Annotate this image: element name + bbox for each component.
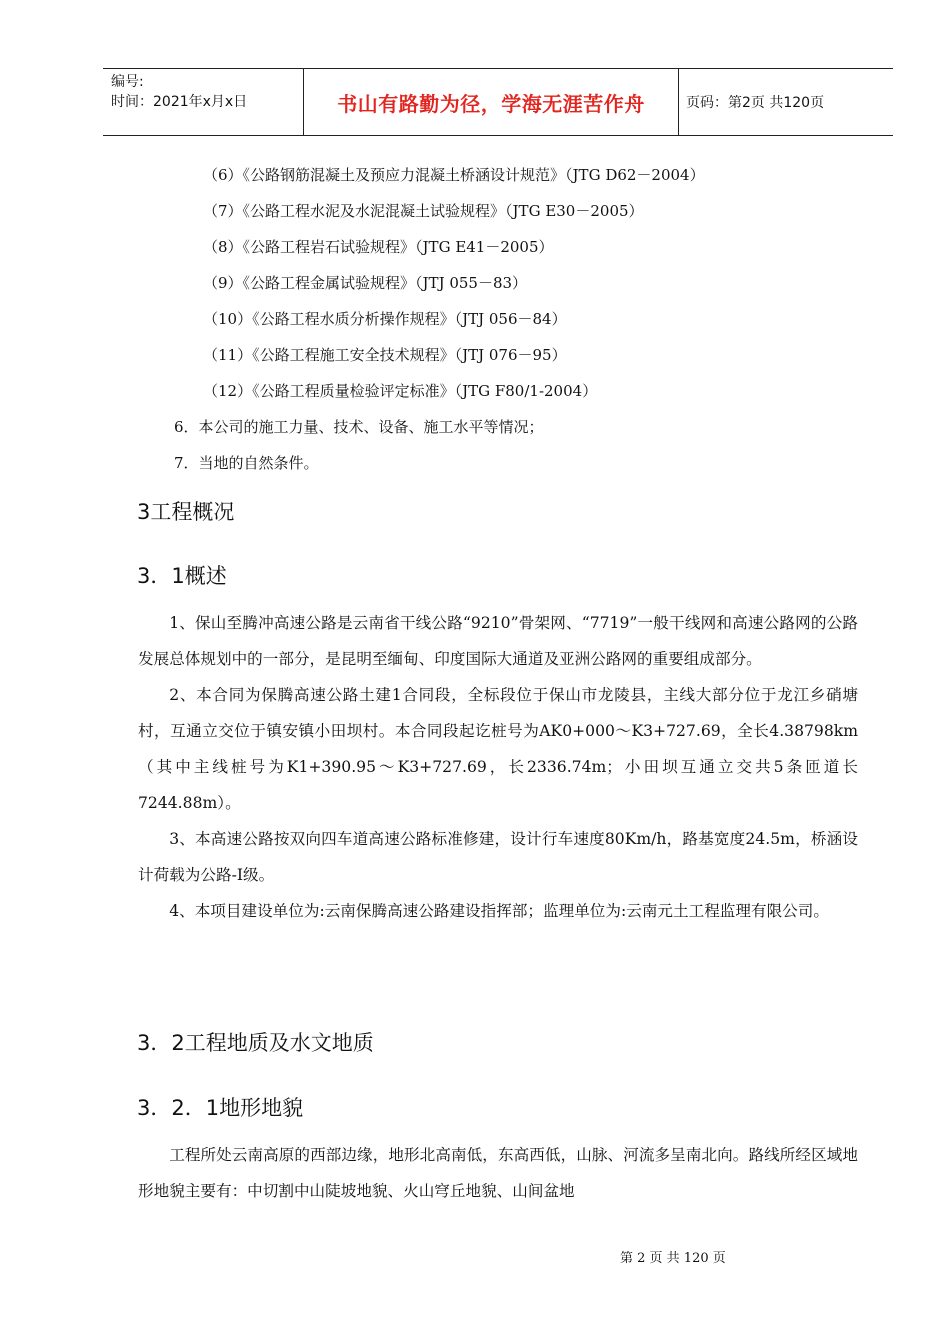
- section-heading-3-2: 3．2工程地质及水文地质: [137, 1031, 374, 1055]
- paragraph: 工程所处云南高原的西部边缘，地形北高南低，东高西低，山脉、河流多呈南北向。路线所经区域地形地貌主要有：中切割中山陡坡地貌、火山穹丘地貌、山间盆地: [138, 1146, 858, 1200]
- paragraph: 2、本合同为保腾高速公路土建1合同段，全标段位于保山市龙陵县，主线大部分位于龙江乡硝塘村，互通立交位于镇安镇小田坝村。本合同段起讫桩号为AK0+000～K3+727.69，全长4.38798km（其中主线桩号为K1+390.95～K3+727.69，长2336.74m；小田坝互通立交共5条匝道长7244.88m）。: [138, 686, 858, 812]
- paragraph: 3、本高速公路按双向四车道高速公路标准修建，设计行车速度80Km/h，路基宽度24.5m，桥涵设计荷载为公路-I级。: [138, 830, 858, 884]
- section-heading-3-2-1: 3．2．1地形地貌: [137, 1096, 304, 1120]
- list-item: （6）《公路钢筋混凝土及预应力混凝土桥涵设计规范》（JTG D62－2004）: [203, 166, 705, 184]
- list-item: （8）《公路工程岩石试验规程》（JTG E41－2005）: [203, 238, 554, 256]
- paragraph: 1、保山至腾冲高速公路是云南省干线公路“9210”骨架网、“7719”一般干线网和高速公路网的公路发展总体规划中的一部分，是昆明至缅甸、印度国际大通道及亚洲公路网的重要组成部分。: [138, 614, 858, 668]
- list-item: （9）《公路工程金属试验规程》（JTJ 055－83）: [203, 274, 528, 292]
- page-header: [103, 68, 893, 136]
- list-item: （10）《公路工程水质分析操作规程》（JTJ 056－84）: [203, 310, 567, 328]
- header-motto: [303, 69, 679, 135]
- document-time-label: 时间：2021年x月x日: [111, 94, 248, 110]
- section-heading-3-1: 3．1概述: [137, 564, 227, 588]
- list-item: （11）《公路工程施工安全技术规程》（JTJ 076－95）: [203, 346, 567, 364]
- basis-item: 6．本公司的施工力量、技术、设备、施工水平等情况；: [174, 418, 544, 436]
- header-page-number: 页码：第2页 共120页: [686, 95, 825, 111]
- list-item: （7）《公路工程水泥及水泥混凝土试验规程》（JTG E30－2005）: [203, 202, 644, 220]
- paragraph: 4、本项目建设单位为:云南保腾高速公路建设指挥部；监理单位为:云南元土工程监理有限公司。: [169, 902, 829, 920]
- terrain-paragraph: [138, 1137, 858, 1209]
- motto-text: 书山有路勤为径，学海无涯苦作舟: [337, 91, 645, 116]
- basis-item: 7．当地的自然条件。: [174, 454, 319, 472]
- document-number-label: 编号:: [111, 74, 144, 90]
- overview-paragraphs: [138, 605, 858, 929]
- header-meta: [103, 69, 303, 135]
- list-item: （12）《公路工程质量检验评定标准》（JTG F80/1-2004）: [203, 382, 598, 400]
- section-heading-3: 3工程概况: [137, 500, 235, 524]
- page-footer: 第 2 页 共 120 页: [620, 1251, 726, 1266]
